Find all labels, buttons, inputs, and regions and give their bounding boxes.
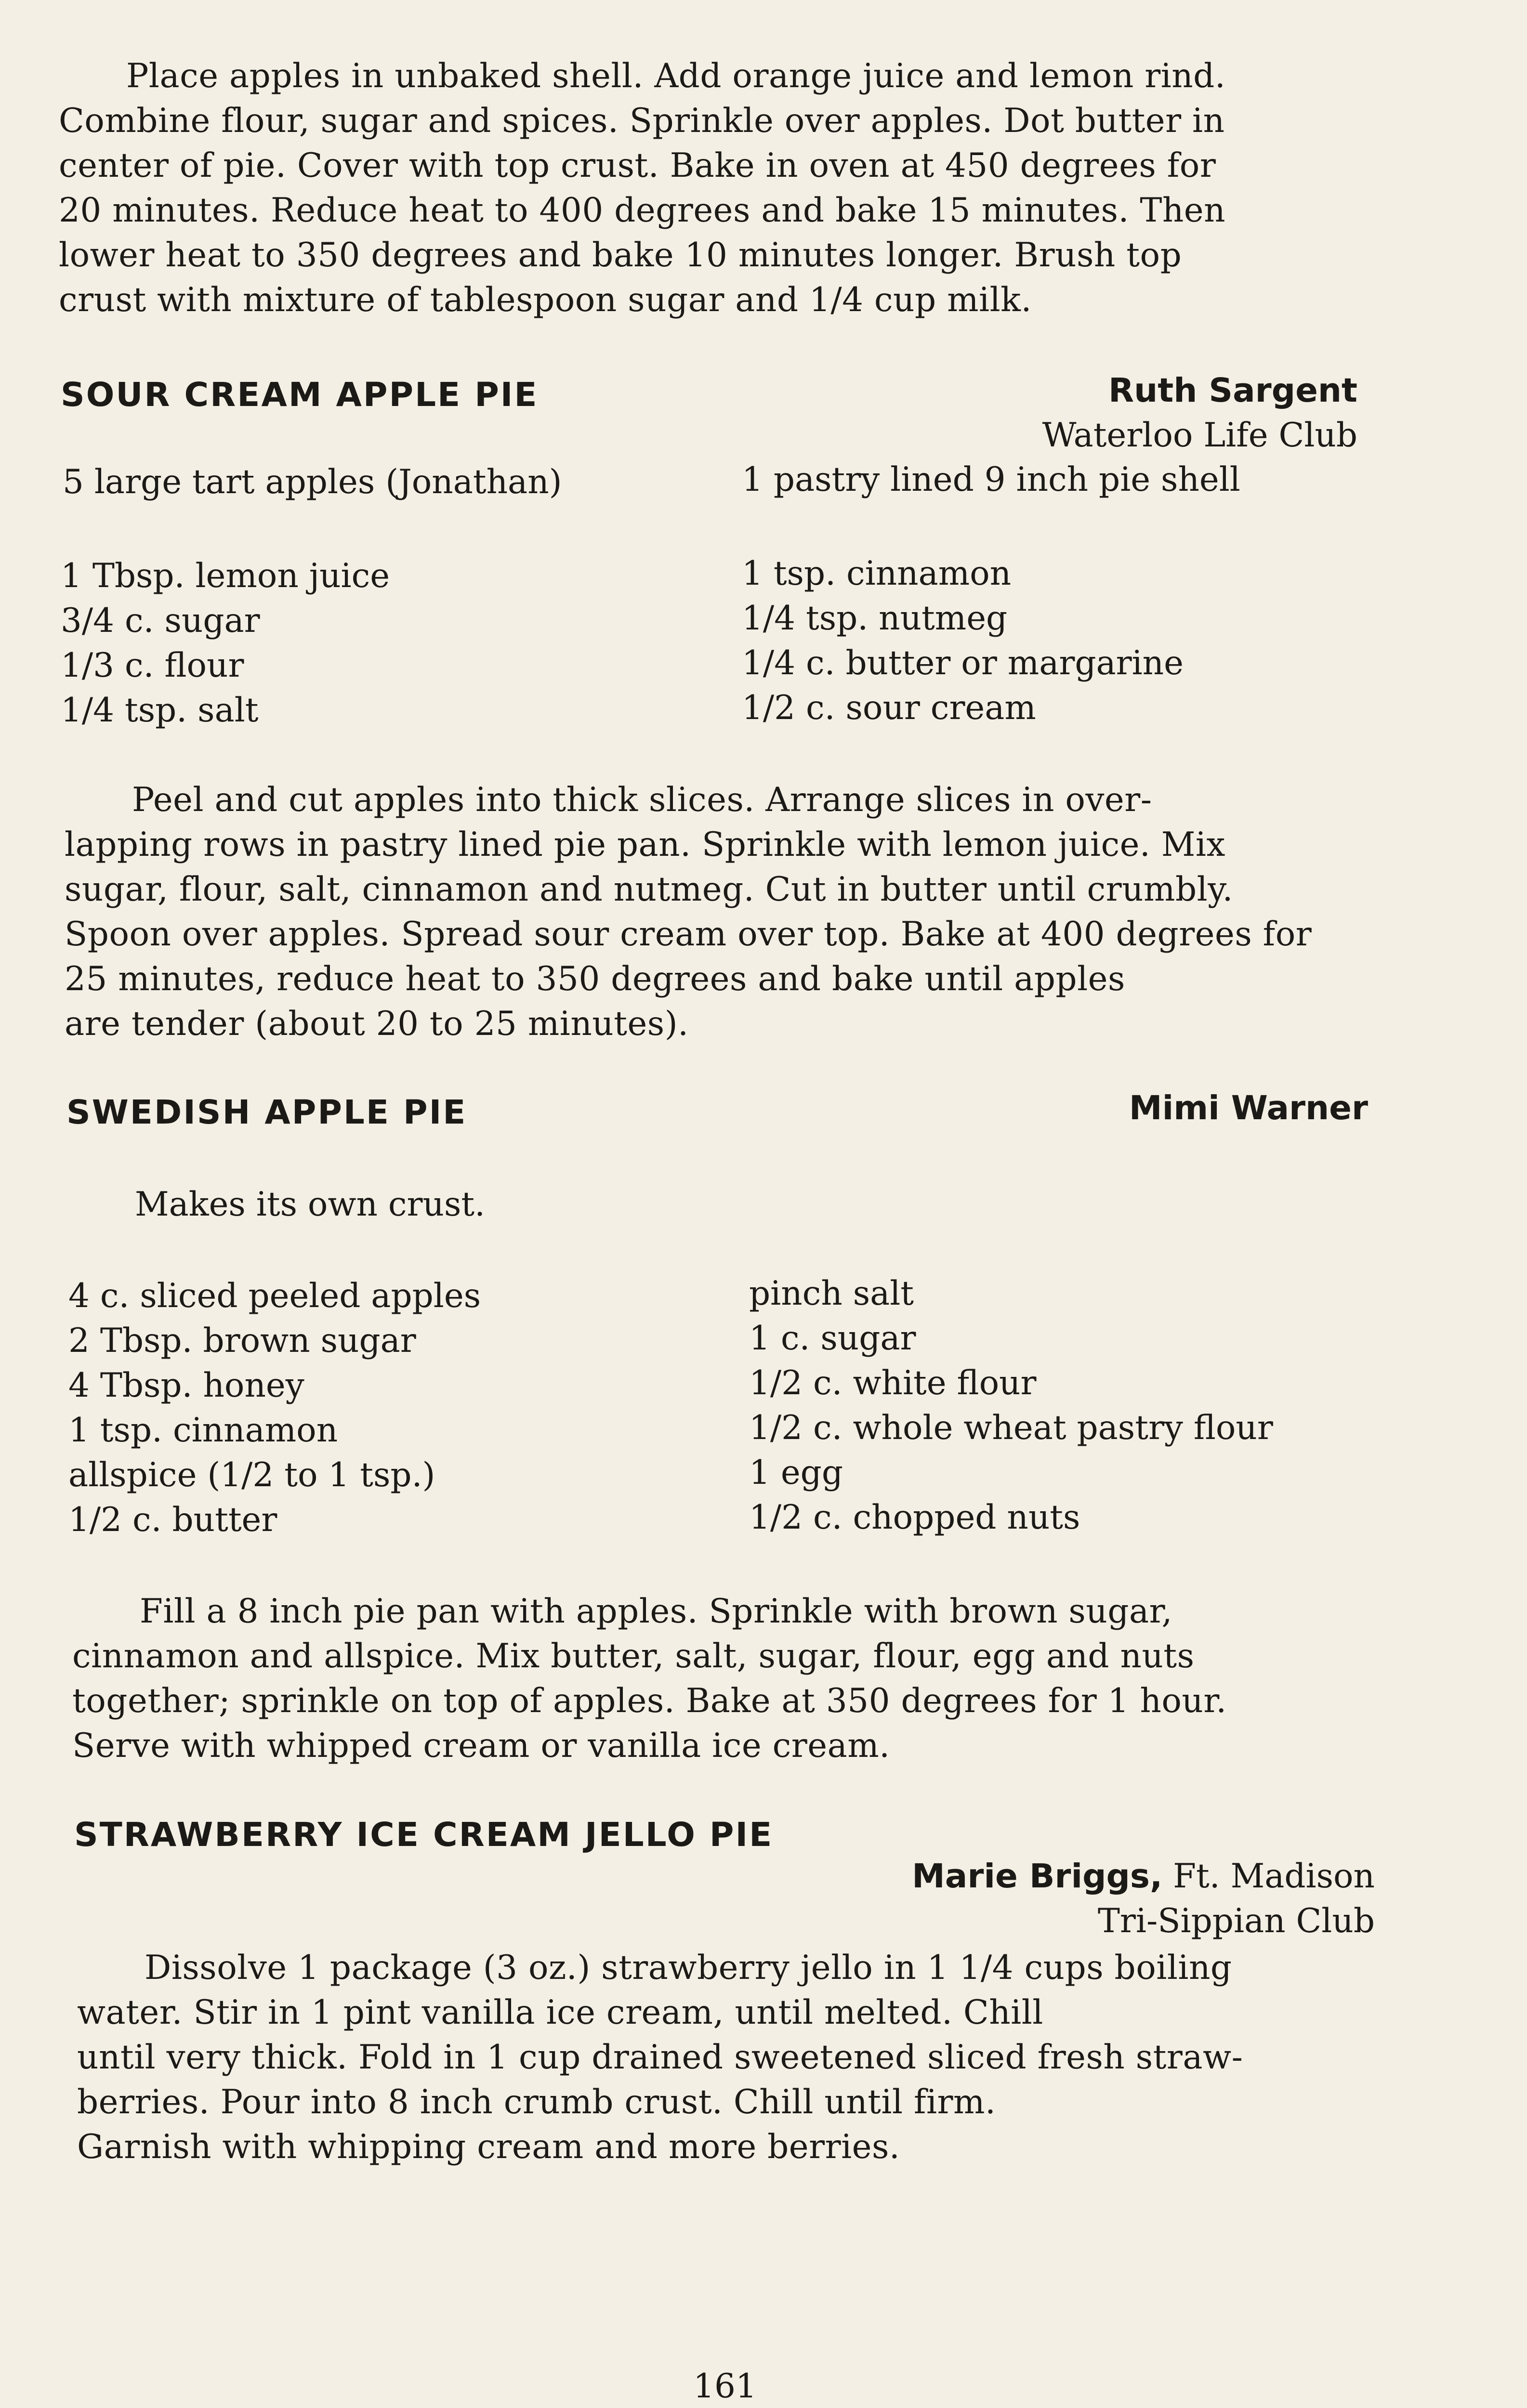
ingredient: 1/4 c. butter or margarine [742, 644, 1184, 682]
recipe-subtitle: Makes its own crust. [135, 1185, 486, 1224]
recipe-location: Ft. Madison [1173, 1857, 1375, 1896]
ingredient: 2 Tbsp. brown sugar [68, 1322, 416, 1360]
paragraph-line: water. Stir in 1 pint vanilla ice cream, until melted. Chill [77, 1993, 1043, 2032]
ingredient: 1/3 c. flour [61, 646, 244, 685]
recipe-directions [72, 1589, 1227, 1768]
ingredient: 1 egg [749, 1453, 843, 1492]
recipe-credit [912, 1854, 1375, 1944]
paragraph-line: cinnamon and allspice. Mix butter, salt, sugar, flour, egg and nuts [72, 1637, 1195, 1675]
ingredient: 1/2 c. sour cream [742, 689, 1036, 727]
recipe-title: SOUR CREAM APPLE PIE [61, 376, 539, 414]
paragraph-line: Dissolve 1 package (3 oz.) strawberry jello in 1 1/4 cups boiling [145, 1949, 1232, 1987]
recipe-author: Ruth Sargent [1108, 371, 1357, 410]
ingredient: 4 c. sliced peeled apples [68, 1277, 481, 1315]
ingredients-left [61, 554, 390, 733]
ingredient: allspice (1/2 to 1 tsp.) [68, 1456, 435, 1494]
ingredient: 1 tsp. cinnamon [742, 554, 1012, 593]
intro-paragraph [59, 54, 1225, 323]
recipe-directions [65, 778, 1312, 1047]
paragraph-line: Spoon over apples. Spread sour cream over top. Bake at 400 degrees for [65, 915, 1312, 954]
ingredient: 1/2 c. butter [68, 1501, 277, 1539]
ingredient: 1/4 tsp. salt [61, 691, 259, 730]
paragraph-line: Serve with whipped cream or vanilla ice cream. [72, 1727, 890, 1765]
ingredients-right [742, 551, 1184, 731]
ingredient: 1 c. sugar [749, 1319, 916, 1358]
paragraph-line: sugar, flour, salt, cinnamon and nutmeg. Cut in butter until crumbly. [65, 870, 1233, 909]
recipe-credit [1129, 1086, 1368, 1131]
paragraph-line: center of pie. Cover with top crust. Bake in oven at 450 degrees for [59, 146, 1216, 185]
paragraph-line: Place apples in unbaked shell. Add orange juice and lemon rind. [126, 57, 1226, 95]
ingredients-right [749, 1271, 1273, 1540]
ingredient: 1 tsp. cinnamon [68, 1411, 338, 1450]
recipe-note-right: 1 pastry lined 9 inch pie shell [742, 460, 1240, 499]
recipe-note-left: 5 large tart apples (Jonathan) [63, 463, 562, 501]
ingredient: 4 Tbsp. honey [68, 1366, 304, 1405]
ingredient: 1 Tbsp. lemon juice [61, 557, 390, 595]
ingredients-left [68, 1274, 481, 1543]
recipe-author: Marie Briggs, [912, 1857, 1163, 1896]
paragraph-line: 25 minutes, reduce heat to 350 degrees and bake until apples [65, 960, 1125, 998]
recipe-directions [77, 1946, 1243, 2170]
paragraph-line: until very thick. Fold in 1 cup drained sweetened sliced fresh straw- [77, 2038, 1243, 2077]
paragraph-line: 20 minutes. Reduce heat to 400 degrees and bake 15 minutes. Then [59, 191, 1226, 230]
recipe-author: Mimi Warner [1129, 1089, 1368, 1127]
page-number: 161 [693, 2367, 757, 2406]
paragraph-line: together; sprinkle on top of apples. Bake at 350 degrees for 1 hour. [72, 1682, 1227, 1720]
recipe-title: SWEDISH APPLE PIE [66, 1093, 467, 1132]
paragraph-line: berries. Pour into 8 inch crumb crust. Chill until firm. [77, 2083, 996, 2121]
recipe-title: STRAWBERRY ICE CREAM JELLO PIE [74, 1816, 774, 1854]
paragraph-line: Peel and cut apples into thick slices. Arrange slices in over- [132, 781, 1152, 819]
paragraph-line: lower heat to 350 degrees and bake 10 minutes longer. Brush top [59, 236, 1182, 275]
paragraph-line: crust with mixture of tablespoon sugar and 1/4 cup milk. [59, 281, 1032, 319]
ingredient: 1/2 c. chopped nuts [749, 1498, 1080, 1537]
ingredient: 3/4 c. sugar [61, 602, 260, 640]
recipe-credit [1042, 368, 1357, 458]
ingredient: pinch salt [749, 1274, 914, 1313]
paragraph-line: Combine flour, sugar and spices. Sprinkle over apples. Dot butter in [59, 102, 1225, 140]
paragraph-line: Fill a 8 inch pie pan with apples. Sprinkle with brown sugar, [140, 1592, 1172, 1631]
recipe-club: Waterloo Life Club [1042, 416, 1357, 455]
paragraph-line: Garnish with whipping cream and more berries. [77, 2128, 900, 2166]
ingredient: 1/2 c. white flour [749, 1364, 1037, 1402]
paragraph-line: are tender (about 20 to 25 minutes). [65, 1005, 689, 1043]
recipe-club: Tri-Sippian Club [1097, 1902, 1375, 1940]
ingredient: 1/2 c. whole wheat pastry flour [749, 1409, 1273, 1447]
paragraph-line: lapping rows in pastry lined pie pan. Sprinkle with lemon juice. Mix [65, 825, 1225, 864]
ingredient: 1/4 tsp. nutmeg [742, 599, 1008, 638]
